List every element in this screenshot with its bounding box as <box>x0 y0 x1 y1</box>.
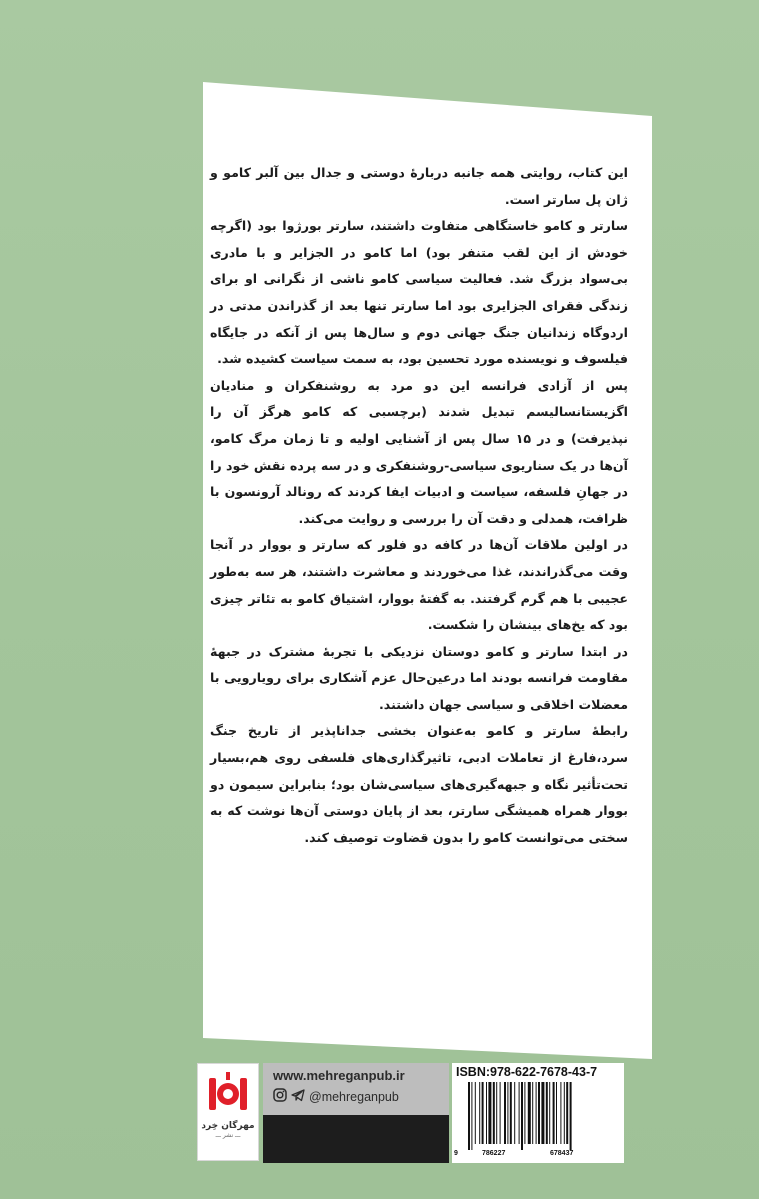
barcode-digits-right: 678437 <box>550 1150 574 1157</box>
publisher-contact <box>263 1063 449 1163</box>
barcode-bar <box>553 1082 555 1144</box>
barcode-bar <box>546 1082 548 1144</box>
publisher-logo <box>197 1063 259 1161</box>
blurb-paragraph: در ابتدا سارتر و کامو دوستان نزدیکی با تجربهٔ مشترک در جبههٔ مقاومت فرانسه بودند اما درعین‌حال عزم آشکاری برای رویارویی با معضلات اخلاقی و سیاسی جهان داشتند. <box>210 643 628 712</box>
barcode-bar <box>507 1082 508 1144</box>
barcode-bar <box>479 1082 480 1144</box>
barcode-bar <box>570 1082 572 1150</box>
publisher-website[interactable]: www.mehreganpub.ir <box>273 1068 405 1083</box>
barcode-bar <box>488 1082 491 1144</box>
blurb-paragraph: سارتر و کامو خاستگاهی متفاوت داشتند، سارتر بورژوا بود (اگرچه خودش از این لقب متنفر بود) اما کامو در الجزایر و با مادری بی‌سواد بزرگ شد. فعالیت سیاسی کامو ناشی از نگرانی او برای زندگی فقرای الجزایری بود اما سارتر تنها بعد از گذراندن مدتی در اردوگاه زندانیان جنگ جهانی دوم و سال‌ها پس از آنکه در جایگاه فیلسوف و نویسنده مورد تحسین بود، به سمت سیاست کشیده شد. <box>210 218 628 367</box>
publisher-logo-name: مهرگان خِرد <box>201 1121 255 1131</box>
barcode-digit-left: 9 <box>454 1150 458 1157</box>
barcode-bar <box>521 1082 523 1150</box>
barcode-bar <box>504 1082 506 1144</box>
barcode-bar <box>468 1082 470 1150</box>
isbn-barcode-box <box>452 1063 624 1163</box>
instagram-icon[interactable] <box>273 1088 287 1105</box>
contact-dark-bar <box>263 1115 449 1163</box>
barcode-bar <box>482 1082 484 1144</box>
barcode-bar <box>538 1082 540 1144</box>
blurb-paragraph: این کتاب، روایتی همه جانبه دربارهٔ دوستی و جدال بین آلبر کامو و ژان پل سارتر است. <box>210 165 628 207</box>
barcode-bar <box>510 1082 512 1144</box>
barcode-bar <box>532 1082 533 1144</box>
publisher-social-handle[interactable]: @mehreganpub <box>309 1089 399 1104</box>
barcode-bar <box>524 1082 525 1144</box>
publisher-logo-icon <box>208 1072 248 1118</box>
blurb-paragraph: رابطهٔ سارتر و کامو به‌عنوان بخشی جدانا‌پذیر از تاریخ جنگ سرد،فارغ از تعاملات ادبی، تاثیرگذاری‌های فلسفی روی هم،بسیار تحت‌تأثیر نگاه و جبهه‌گیری‌های سیاسی‌شان بود؛ بنابراین سیمون دو بووار همراه همیشگی سارتر، بعد از پایان دوستی آن‌ها نوشت که به سختی می‌توانست کامو را بدون قضاوت توصیف کند. <box>210 723 628 845</box>
barcode-bar <box>486 1082 487 1144</box>
blurb-paragraph: پس از آزادی فرانسه این دو مرد به روشنفکران و منادیان اگزیستانسالیسم تبدیل شدند (برچسبی که کامو هرگز آن را نپذیرفت) و در ۱۵ سال پس از آشنایی اولیه و تا زمان مرگ کامو، آن‌ها در یک سناریوی سیاسی-روشنفکری و در سه پرده نقش خود را در جهانِ فلسفه، سیاست و ادبیات ایفا کردند که رونالد آرونسون با ظرافت، همدلی و دقت آن را بررسی و روایت می‌کند. <box>210 377 628 526</box>
barcode-digits-mid: 786227 <box>482 1150 506 1157</box>
barcode-bar <box>541 1082 544 1144</box>
barcode-bar <box>500 1082 501 1144</box>
barcode-bar <box>560 1082 561 1144</box>
barcode-bar <box>556 1082 557 1144</box>
blurb-text <box>210 160 628 851</box>
barcode-bar <box>519 1082 520 1144</box>
barcode-bar <box>475 1082 476 1144</box>
publisher-social <box>273 1088 399 1105</box>
barcode-bar <box>528 1082 531 1144</box>
barcode-bar <box>536 1082 537 1144</box>
blurb-paragraph: در اولین ملاقات آن‌ها در کافه دو فلور که سارتر و بووار در آنجا وقت می‌گذراندند، غذا می‌خوردند و معاشرت داشتند، هر سه به‌طور عجیبی با هم گرم گرفتند. به گفتهٔ بووار، اشتیاق کامو به تئاتر چیزی بود که یخ‌های بینشان را شکست. <box>210 537 628 633</box>
barcode-bar <box>496 1082 497 1144</box>
isbn-label: ISBN:978-622-7678-43-7 <box>456 1065 598 1079</box>
barcode-bar <box>549 1082 550 1144</box>
telegram-icon[interactable] <box>291 1088 305 1105</box>
barcode-bar <box>564 1082 565 1144</box>
barcode-bar <box>566 1082 568 1144</box>
barcode-bar <box>514 1082 515 1144</box>
publisher-logo-subtext: ـــ نشر ـــ <box>215 1132 241 1139</box>
barcode-image <box>462 1082 614 1150</box>
barcode-bar <box>493 1082 495 1144</box>
barcode-bar <box>471 1082 472 1150</box>
